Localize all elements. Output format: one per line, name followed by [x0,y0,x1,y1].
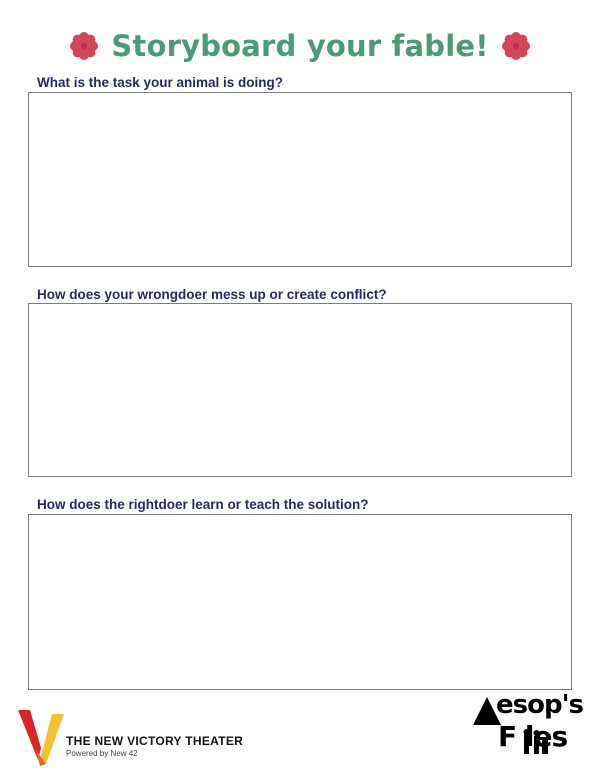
fables-logo-line1: esop's [496,690,584,720]
theater-name: THE NEW VICTORY THEATER [66,734,244,748]
answer-box-2[interactable] [28,303,572,477]
aesops-fables-logo [470,690,585,760]
theater-tagline: Powered by New 42 [66,749,138,758]
prompt-question-1: What is the task your animal is doing? [37,75,284,90]
flower-icon [501,31,531,61]
new-victory-logo [16,708,66,766]
flower-icon [69,31,99,61]
page-title: Storyboard your fable! [111,29,489,63]
fables-logo-line2: F les [498,720,568,753]
prompt-question-3: How does the rightdoer learn or teach the solution? [37,497,369,512]
answer-box-3[interactable] [28,514,572,690]
answer-box-1[interactable] [28,92,572,267]
prompt-question-2: How does your wrongdoer mess up or create conflict? [37,287,387,302]
title-row [0,26,600,66]
